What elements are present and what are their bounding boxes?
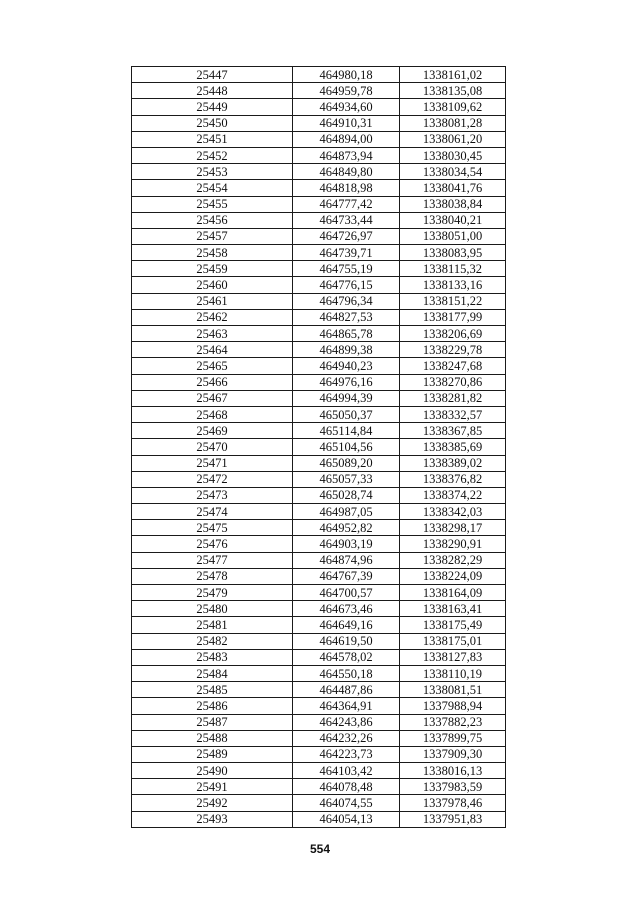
point-id-cell: 25480 [132, 601, 293, 617]
table-row [132, 439, 506, 455]
x-coordinate-cell: 464550,18 [293, 665, 400, 681]
table-row [132, 487, 506, 503]
table-row [132, 730, 506, 746]
point-id-cell: 25448 [132, 83, 293, 99]
y-coordinate-cell: 1338163,41 [400, 601, 506, 617]
point-id-cell: 25473 [132, 487, 293, 503]
y-coordinate-cell: 1338389,02 [400, 455, 506, 471]
point-id-cell: 25465 [132, 358, 293, 374]
table-row [132, 617, 506, 633]
x-coordinate-cell: 465114,84 [293, 423, 400, 439]
table-row [132, 390, 506, 406]
x-coordinate-cell: 464232,26 [293, 730, 400, 746]
table-row [132, 131, 506, 147]
point-id-cell: 25471 [132, 455, 293, 471]
page-number: 554 [309, 842, 331, 856]
x-coordinate-cell: 464364,91 [293, 698, 400, 714]
point-id-cell: 25489 [132, 746, 293, 762]
table-row [132, 67, 506, 83]
x-coordinate-cell: 464994,39 [293, 390, 400, 406]
table-row [132, 147, 506, 163]
table-row [132, 277, 506, 293]
table-row [132, 99, 506, 115]
point-id-cell: 25463 [132, 326, 293, 342]
y-coordinate-cell: 1338135,08 [400, 83, 506, 99]
x-coordinate-cell: 464700,57 [293, 585, 400, 601]
point-id-cell: 25487 [132, 714, 293, 730]
table-row [132, 293, 506, 309]
table-row [132, 342, 506, 358]
y-coordinate-cell: 1338041,76 [400, 180, 506, 196]
point-id-cell: 25468 [132, 406, 293, 422]
y-coordinate-cell: 1338034,54 [400, 164, 506, 180]
x-coordinate-cell: 464903,19 [293, 536, 400, 552]
point-id-cell: 25450 [132, 115, 293, 131]
point-id-cell: 25451 [132, 131, 293, 147]
y-coordinate-cell: 1338206,69 [400, 326, 506, 342]
table-row [132, 504, 506, 520]
table-row [132, 423, 506, 439]
point-id-cell: 25466 [132, 374, 293, 390]
y-coordinate-cell: 1338115,32 [400, 261, 506, 277]
x-coordinate-cell: 464952,82 [293, 520, 400, 536]
table-row [132, 180, 506, 196]
y-coordinate-cell: 1338290,91 [400, 536, 506, 552]
point-id-cell: 25491 [132, 779, 293, 795]
table-row [132, 261, 506, 277]
coordinates-table-body [132, 67, 506, 828]
y-coordinate-cell: 1338081,28 [400, 115, 506, 131]
table-row [132, 633, 506, 649]
table-row [132, 746, 506, 762]
x-coordinate-cell: 464874,96 [293, 552, 400, 568]
y-coordinate-cell: 1337899,75 [400, 730, 506, 746]
y-coordinate-cell: 1338229,78 [400, 342, 506, 358]
point-id-cell: 25454 [132, 180, 293, 196]
x-coordinate-cell: 465104,56 [293, 439, 400, 455]
point-id-cell: 25470 [132, 439, 293, 455]
table-row [132, 585, 506, 601]
table-row [132, 196, 506, 212]
y-coordinate-cell: 1337951,83 [400, 811, 506, 827]
point-id-cell: 25477 [132, 552, 293, 568]
x-coordinate-cell: 464074,55 [293, 795, 400, 811]
point-id-cell: 25467 [132, 390, 293, 406]
point-id-cell: 25479 [132, 585, 293, 601]
point-id-cell: 25462 [132, 309, 293, 325]
y-coordinate-cell: 1338161,02 [400, 67, 506, 83]
table-row [132, 795, 506, 811]
x-coordinate-cell: 464940,23 [293, 358, 400, 374]
x-coordinate-cell: 464739,71 [293, 245, 400, 261]
x-coordinate-cell: 464894,00 [293, 131, 400, 147]
y-coordinate-cell: 1338083,95 [400, 245, 506, 261]
table-row [132, 455, 506, 471]
point-id-cell: 25472 [132, 471, 293, 487]
x-coordinate-cell: 464487,86 [293, 682, 400, 698]
table-row [132, 601, 506, 617]
x-coordinate-cell: 464103,42 [293, 763, 400, 779]
table-row [132, 714, 506, 730]
table-row [132, 358, 506, 374]
table-row [132, 471, 506, 487]
x-coordinate-cell: 464619,50 [293, 633, 400, 649]
table-row [132, 552, 506, 568]
point-id-cell: 25483 [132, 649, 293, 665]
table-row [132, 245, 506, 261]
point-id-cell: 25485 [132, 682, 293, 698]
y-coordinate-cell: 1338133,16 [400, 277, 506, 293]
point-id-cell: 25464 [132, 342, 293, 358]
table-row [132, 406, 506, 422]
x-coordinate-cell: 464827,53 [293, 309, 400, 325]
y-coordinate-cell: 1338109,62 [400, 99, 506, 115]
table-row [132, 374, 506, 390]
point-id-cell: 25469 [132, 423, 293, 439]
x-coordinate-cell: 464726,97 [293, 228, 400, 244]
point-id-cell: 25455 [132, 196, 293, 212]
point-id-cell: 25456 [132, 212, 293, 228]
x-coordinate-cell: 465050,37 [293, 406, 400, 422]
x-coordinate-cell: 464865,78 [293, 326, 400, 342]
y-coordinate-cell: 1338224,09 [400, 568, 506, 584]
x-coordinate-cell: 464733,44 [293, 212, 400, 228]
x-coordinate-cell: 465089,20 [293, 455, 400, 471]
table-row [132, 763, 506, 779]
point-id-cell: 25486 [132, 698, 293, 714]
x-coordinate-cell: 464980,18 [293, 67, 400, 83]
table-row [132, 779, 506, 795]
x-coordinate-cell: 464976,16 [293, 374, 400, 390]
y-coordinate-cell: 1338376,82 [400, 471, 506, 487]
table-row [132, 83, 506, 99]
table-row [132, 115, 506, 131]
x-coordinate-cell: 464959,78 [293, 83, 400, 99]
y-coordinate-cell: 1338367,85 [400, 423, 506, 439]
y-coordinate-cell: 1338164,09 [400, 585, 506, 601]
x-coordinate-cell: 464899,38 [293, 342, 400, 358]
y-coordinate-cell: 1338038,84 [400, 196, 506, 212]
point-id-cell: 25457 [132, 228, 293, 244]
y-coordinate-cell: 1337978,46 [400, 795, 506, 811]
table-row [132, 568, 506, 584]
y-coordinate-cell: 1338270,86 [400, 374, 506, 390]
y-coordinate-cell: 1338374,22 [400, 487, 506, 503]
point-id-cell: 25449 [132, 99, 293, 115]
x-coordinate-cell: 465028,74 [293, 487, 400, 503]
y-coordinate-cell: 1338298,17 [400, 520, 506, 536]
point-id-cell: 25459 [132, 261, 293, 277]
x-coordinate-cell: 464818,98 [293, 180, 400, 196]
y-coordinate-cell: 1338247,68 [400, 358, 506, 374]
point-id-cell: 25478 [132, 568, 293, 584]
x-coordinate-cell: 464078,48 [293, 779, 400, 795]
x-coordinate-cell: 464649,16 [293, 617, 400, 633]
x-coordinate-cell: 464873,94 [293, 147, 400, 163]
point-id-cell: 25474 [132, 504, 293, 520]
x-coordinate-cell: 464578,02 [293, 649, 400, 665]
point-id-cell: 25493 [132, 811, 293, 827]
point-id-cell: 25453 [132, 164, 293, 180]
y-coordinate-cell: 1338175,49 [400, 617, 506, 633]
point-id-cell: 25488 [132, 730, 293, 746]
point-id-cell: 25475 [132, 520, 293, 536]
y-coordinate-cell: 1337983,59 [400, 779, 506, 795]
table-row [132, 212, 506, 228]
point-id-cell: 25447 [132, 67, 293, 83]
x-coordinate-cell: 464934,60 [293, 99, 400, 115]
x-coordinate-cell: 464054,13 [293, 811, 400, 827]
table-row [132, 811, 506, 827]
y-coordinate-cell: 1338051,00 [400, 228, 506, 244]
y-coordinate-cell: 1338385,69 [400, 439, 506, 455]
point-id-cell: 25484 [132, 665, 293, 681]
y-coordinate-cell: 1337988,94 [400, 698, 506, 714]
point-id-cell: 25458 [132, 245, 293, 261]
x-coordinate-cell: 464767,39 [293, 568, 400, 584]
point-id-cell: 25460 [132, 277, 293, 293]
x-coordinate-cell: 464243,86 [293, 714, 400, 730]
y-coordinate-cell: 1338175,01 [400, 633, 506, 649]
y-coordinate-cell: 1338110,19 [400, 665, 506, 681]
x-coordinate-cell: 464987,05 [293, 504, 400, 520]
y-coordinate-cell: 1338332,57 [400, 406, 506, 422]
x-coordinate-cell: 464777,42 [293, 196, 400, 212]
y-coordinate-cell: 1338016,13 [400, 763, 506, 779]
table-row [132, 649, 506, 665]
y-coordinate-cell: 1338081,51 [400, 682, 506, 698]
y-coordinate-cell: 1337909,30 [400, 746, 506, 762]
x-coordinate-cell: 464776,15 [293, 277, 400, 293]
y-coordinate-cell: 1338127,83 [400, 649, 506, 665]
table-row [132, 665, 506, 681]
x-coordinate-cell: 464849,80 [293, 164, 400, 180]
coordinates-table [131, 66, 506, 828]
y-coordinate-cell: 1338030,45 [400, 147, 506, 163]
table-row [132, 326, 506, 342]
table-row [132, 228, 506, 244]
table-row [132, 164, 506, 180]
point-id-cell: 25481 [132, 617, 293, 633]
y-coordinate-cell: 1338177,99 [400, 309, 506, 325]
y-coordinate-cell: 1338342,03 [400, 504, 506, 520]
point-id-cell: 25490 [132, 763, 293, 779]
table-row [132, 536, 506, 552]
y-coordinate-cell: 1338282,29 [400, 552, 506, 568]
y-coordinate-cell: 1338061,20 [400, 131, 506, 147]
y-coordinate-cell: 1338151,22 [400, 293, 506, 309]
point-id-cell: 25492 [132, 795, 293, 811]
x-coordinate-cell: 464910,31 [293, 115, 400, 131]
point-id-cell: 25482 [132, 633, 293, 649]
x-coordinate-cell: 464673,46 [293, 601, 400, 617]
table-row [132, 520, 506, 536]
y-coordinate-cell: 1337882,23 [400, 714, 506, 730]
table-row [132, 682, 506, 698]
y-coordinate-cell: 1338281,82 [400, 390, 506, 406]
table-row [132, 698, 506, 714]
point-id-cell: 25452 [132, 147, 293, 163]
x-coordinate-cell: 464796,34 [293, 293, 400, 309]
table-row [132, 309, 506, 325]
x-coordinate-cell: 464755,19 [293, 261, 400, 277]
x-coordinate-cell: 465057,33 [293, 471, 400, 487]
point-id-cell: 25476 [132, 536, 293, 552]
point-id-cell: 25461 [132, 293, 293, 309]
y-coordinate-cell: 1338040,21 [400, 212, 506, 228]
x-coordinate-cell: 464223,73 [293, 746, 400, 762]
